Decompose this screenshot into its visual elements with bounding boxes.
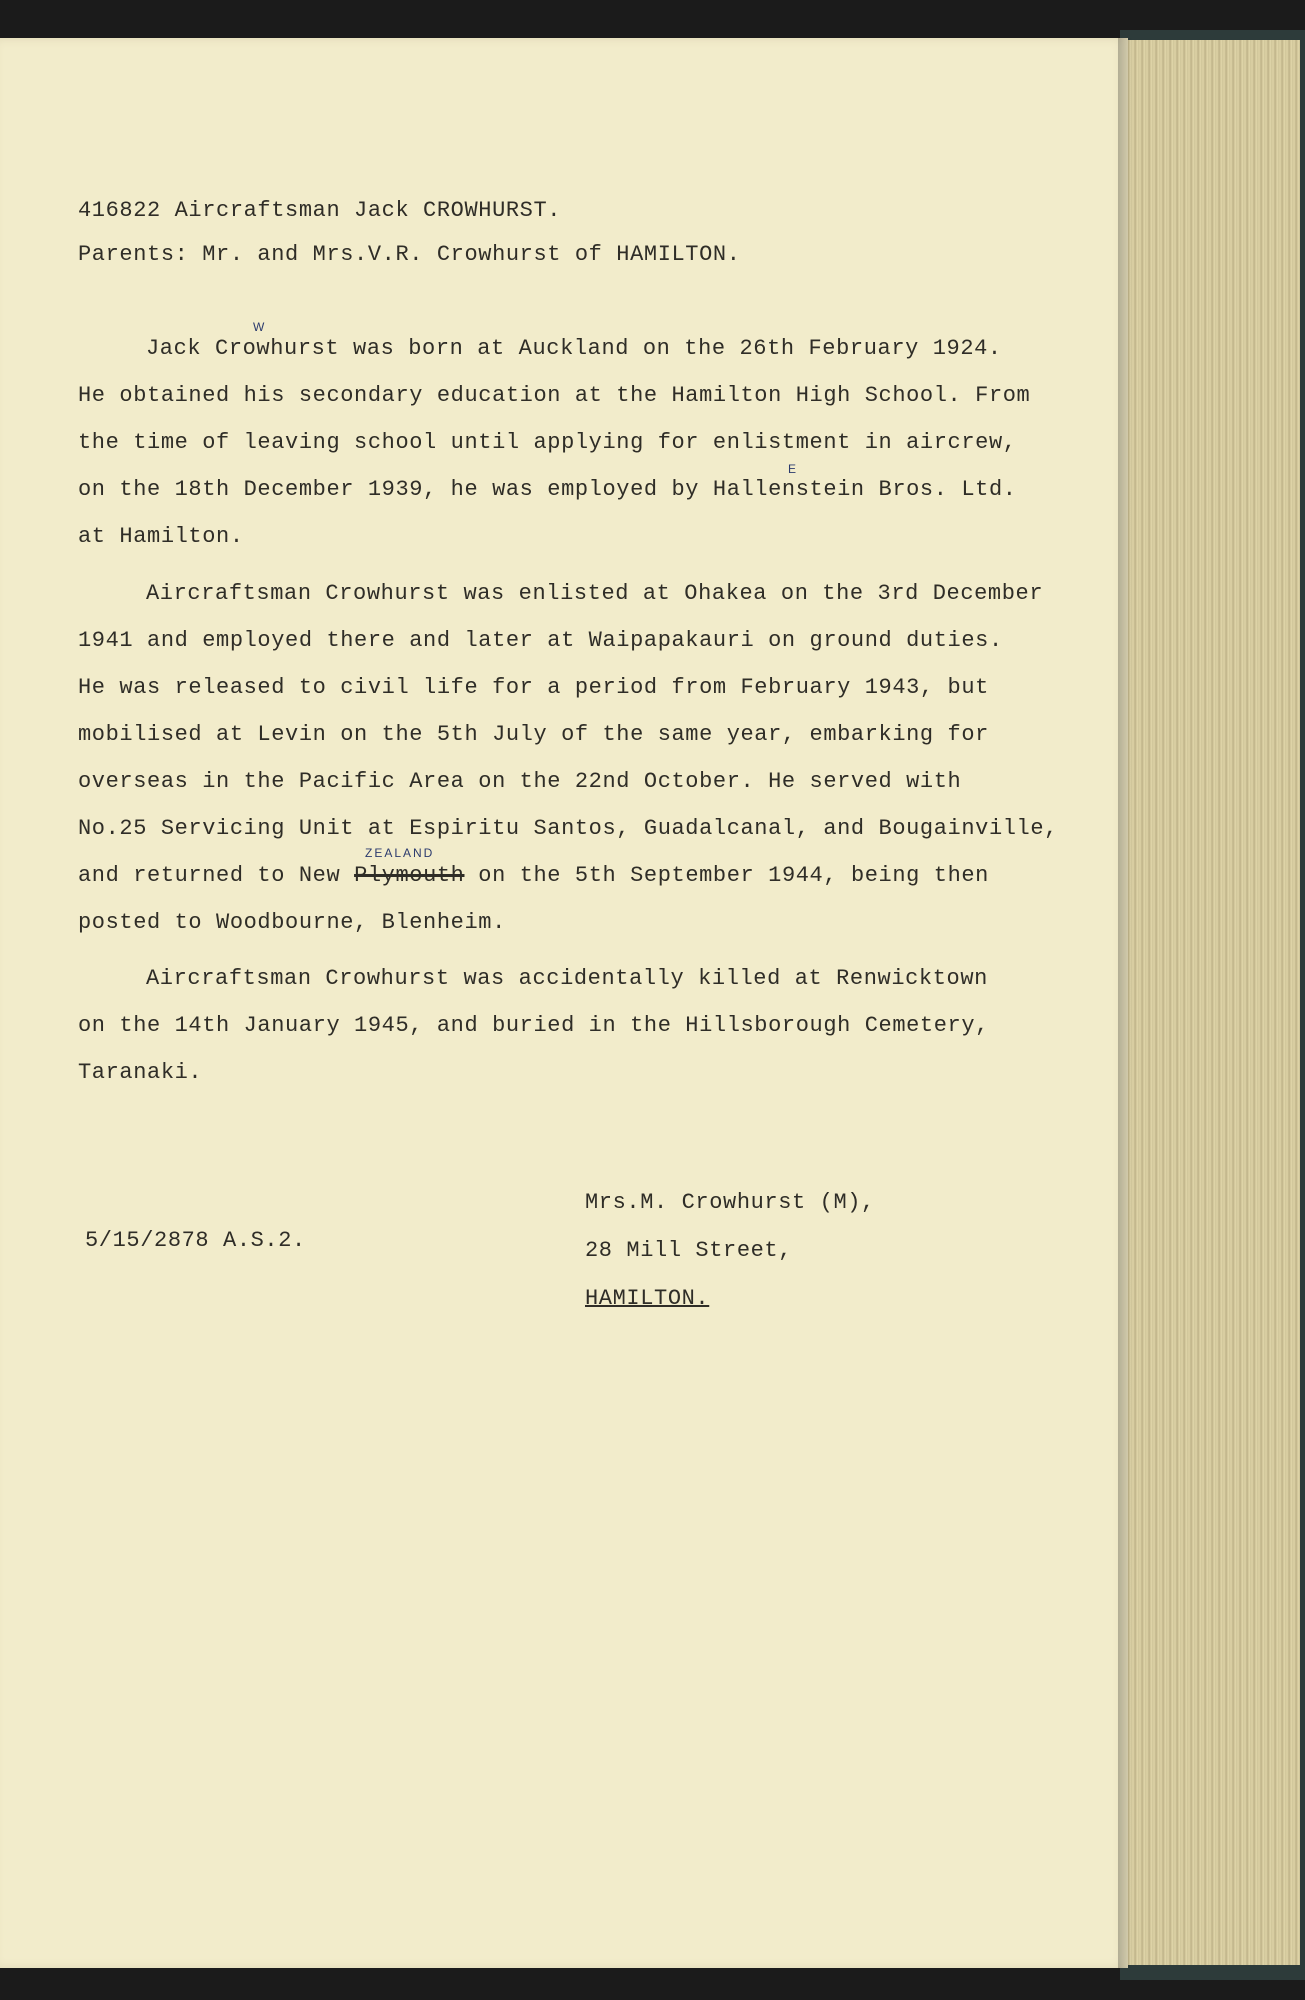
address-line-2: 28 Mill Street, bbox=[585, 1238, 793, 1263]
paragraph-3-line-2: on the 14th January 1945, and buried in the Hillsborough Cemetery, bbox=[78, 1013, 989, 1038]
handwritten-correction-e: E bbox=[788, 462, 799, 476]
paragraph-1-line-1: Jack Crowhurst was born at Auckland on the 26th February 1924. bbox=[146, 336, 1002, 361]
paragraph-3-line-1: Aircraftsman Crowhurst was accidentally killed at Renwicktown bbox=[146, 966, 988, 991]
file-reference: 5/15/2878 A.S.2. bbox=[85, 1228, 306, 1253]
paragraph-2-line-5: overseas in the Pacific Area on the 22nd October. He served with bbox=[78, 769, 962, 794]
address-line-3: HAMILTON. bbox=[585, 1286, 710, 1311]
paragraph-2-line-7: and returned to New Plymouth on the 5th September 1944, being then bbox=[78, 863, 989, 888]
paragraph-2-line-3: He was released to civil life for a period from February 1943, but bbox=[78, 675, 989, 700]
paragraph-2-line-6: No.25 Servicing Unit at Espiritu Santos, Guadalcanal, and Bougainville, bbox=[78, 816, 1058, 841]
handwritten-correction-zealand: ZEALAND bbox=[365, 846, 435, 860]
paragraph-1-line-5: at Hamilton. bbox=[78, 524, 244, 549]
paragraph-2-line-4: mobilised at Levin on the 5th July of the same year, embarking for bbox=[78, 722, 989, 747]
paragraph-1-line-3: the time of leaving school until applying for enlistment in aircrew, bbox=[78, 430, 1017, 455]
paragraph-2-line-8: posted to Woodbourne, Blenheim. bbox=[78, 910, 506, 935]
paragraph-2-line-1: Aircraftsman Crowhurst was enlisted at Ohakea on the 3rd December bbox=[146, 581, 1044, 606]
document-page bbox=[0, 38, 1128, 1968]
service-number-and-name: 416822 Aircraftsman Jack CROWHURST. bbox=[78, 198, 562, 223]
handwritten-correction-w: W bbox=[253, 320, 267, 334]
paragraph-2-line-2: 1941 and employed there and later at Waipapakauri on ground duties. bbox=[78, 628, 1003, 653]
paragraph-1-line-4: on the 18th December 1939, he was employed by Hallenstein Bros. Ltd. bbox=[78, 477, 1017, 502]
paragraph-3-line-3: Taranaki. bbox=[78, 1060, 203, 1085]
page-gutter-shadow bbox=[1118, 38, 1132, 1968]
address-line-1: Mrs.M. Crowhurst (M), bbox=[585, 1190, 875, 1215]
parents-line: Parents: Mr. and Mrs.V.R. Crowhurst of HAMILTON. bbox=[78, 242, 741, 267]
struck-word: Plymouth bbox=[354, 863, 465, 888]
paragraph-1-line-2: He obtained his secondary education at the Hamilton High School. From bbox=[78, 383, 1031, 408]
page-stack-edge bbox=[1125, 40, 1300, 1965]
